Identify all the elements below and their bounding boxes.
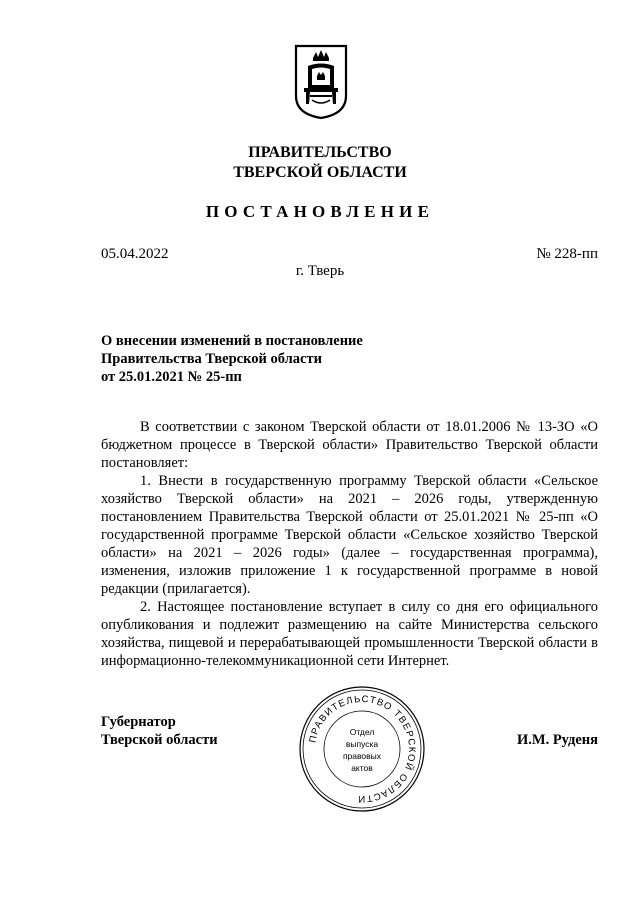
signatory-title (101, 713, 218, 749)
signatory-name: И.М. Руденя (516, 732, 598, 748)
document-city: г. Тверь (295, 263, 345, 279)
body-paragraph-preamble: В соответствии с законом Тверской области от 18.01.2006 № 13-ЗО «О бюджетном процессе в Тверской области» Правительство Тверской области постановляет: (101, 419, 598, 471)
subject-line-1: О внесении изменений в постановление (101, 333, 363, 349)
document-body (101, 418, 598, 670)
stamp-center-line2: выпуска (345, 739, 379, 749)
stamp-center-line1: Отдел (349, 727, 375, 737)
government-name-line1: ПРАВИТЕЛЬСТВО (248, 144, 392, 161)
stamp-ring-text: ПРАВИТЕЛЬСТВО ТВЕРСКОЙ ОБЛАСТИ (307, 693, 418, 805)
body-paragraph-item-2: 2. Настоящее постановление вступает в силу со дня его официального опубликования и подлежит размещению на сайте Министерства сельского хозяйства, пищевой и перерабатывающей промышленности Тверской области в информационно-телекоммуникационной сети Интернет. (101, 599, 598, 669)
document-date: 05.04.2022 (101, 246, 169, 262)
coat-of-arms-emblem (294, 44, 348, 120)
signatory-title-line2: Тверской области (101, 732, 218, 748)
document-subject (101, 332, 521, 386)
stamp-center-line3: правовых (342, 751, 382, 761)
subject-line-3: от 25.01.2021 № 25-пп (101, 369, 242, 385)
document-type-heading: ПОСТАНОВЛЕНИЕ (205, 202, 435, 221)
document-number: № 228-пп (536, 246, 598, 262)
body-paragraph-item-1: 1. Внести в государственную программу Тверской области «Сельское хозяйство Тверской области» на 2021 – 2026 годы, утвержденную постановлением Правительства Тверской области от 25.01.2021 № 25-пп «О государственной программе Тверской области «Сельское хозяйство Тверской области» на 2021 – 2026 годы» (далее – государственная программа), изменения, изложив приложение 1 к государственной программе в новой редакции (прилагается). (101, 473, 598, 597)
official-stamp (297, 684, 427, 814)
signatory-title-line1: Губернатор (101, 714, 176, 730)
government-name-line2: ТВЕРСКОЙ ОБЛАСТИ (233, 164, 407, 181)
subject-line-2: Правительства Тверской области (101, 351, 322, 367)
stamp-center-line4: актов (351, 763, 373, 773)
